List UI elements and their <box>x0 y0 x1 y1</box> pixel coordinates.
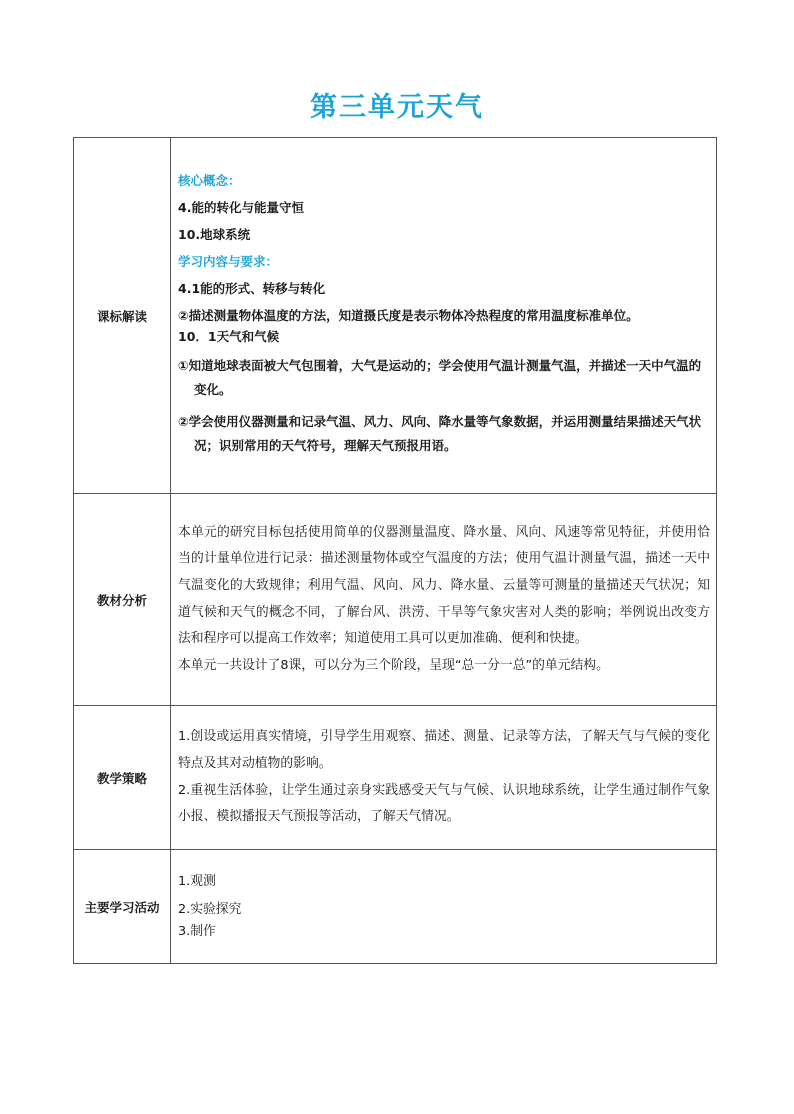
strategy-paragraph: 2.重视生活体验，让学生通过亲身实践感受天气与气候、认识地球系统，让学生通过制作气象小报、模拟播报天气预报等活动，了解天气情况。 <box>178 782 710 825</box>
table-row-standard <box>74 138 717 494</box>
unit-overview-table <box>73 137 717 964</box>
table-row-activity <box>74 850 717 964</box>
table-row-analysis <box>74 494 717 706</box>
analysis-paragraph: 本单元的研究目标包括使用简单的仪器测量温度、降水量、风向、风速等常见特征，并使用恰当的计量单位进行记录：描述测量物体或空气温度的方法；使用气温计测量气温，描述一天中气温变化的大致规律；利用气温、风向、风力、降水量、云量等可测量的量描述天气状况；知道气候和天气的概念不同，了解台风、洪涝、干旱等气象灾害对人类的影响；举例说出改变方法和程序可以提高工作效率；知道使用工具可以更加准确、便利和快捷。 <box>178 524 710 647</box>
core-concept-item: 10.地球系统 <box>178 227 251 242</box>
requirement-item: ①知道地球表面被大气包围着，大气是运动的；学会使用气温计测量气温，并描述一天中气温的变化。 <box>178 358 702 397</box>
activity-item: 1.观测 <box>178 873 216 889</box>
row-label-standard: 课标解读 <box>74 138 171 494</box>
table-row-strategy <box>74 706 717 850</box>
analysis-paragraph: 本单元一共设计了8课，可以分为三个阶段，呈现“总一分一总”的单元结构。 <box>178 657 609 673</box>
page-title: 第三单元天气 <box>310 92 484 123</box>
requirements-heading: 学习内容与要求： <box>178 254 279 269</box>
requirement-item: 4.1能的形式、转移与转化 <box>178 281 326 296</box>
core-concept-heading: 核心概念： <box>178 173 241 188</box>
row-label-analysis: 教材分析 <box>74 494 171 706</box>
row-content-activity <box>171 850 717 964</box>
row-content-analysis <box>171 494 717 706</box>
activity-item: 3.制作 <box>178 923 216 939</box>
core-concept-item: 4.能的转化与能量守恒 <box>178 200 304 215</box>
row-label-strategy: 教学策略 <box>74 706 171 850</box>
row-content-standard <box>171 138 717 494</box>
row-content-strategy <box>171 706 717 850</box>
requirement-item: 10．1天气和气候 <box>178 329 280 344</box>
activity-item: 2.实验探究 <box>178 901 242 917</box>
row-label-activity: 主要学习活动 <box>74 850 171 964</box>
requirement-item: ②学会使用仪器测量和记录气温、风力、风向、降水量等气象数据，并运用测量结果描述天气状况；识别常用的天气符号，理解天气预报用语。 <box>178 414 702 453</box>
requirement-item: ②描述测量物体温度的方法，知道摄氏度是表示物体冷热程度的常用温度标准单位。 <box>178 308 639 323</box>
strategy-paragraph: 1.创设或运用真实情境，引导学生用观察、描述、测量、记录等方法，了解天气与气候的变化特点及其对动植物的影响。 <box>178 729 710 771</box>
